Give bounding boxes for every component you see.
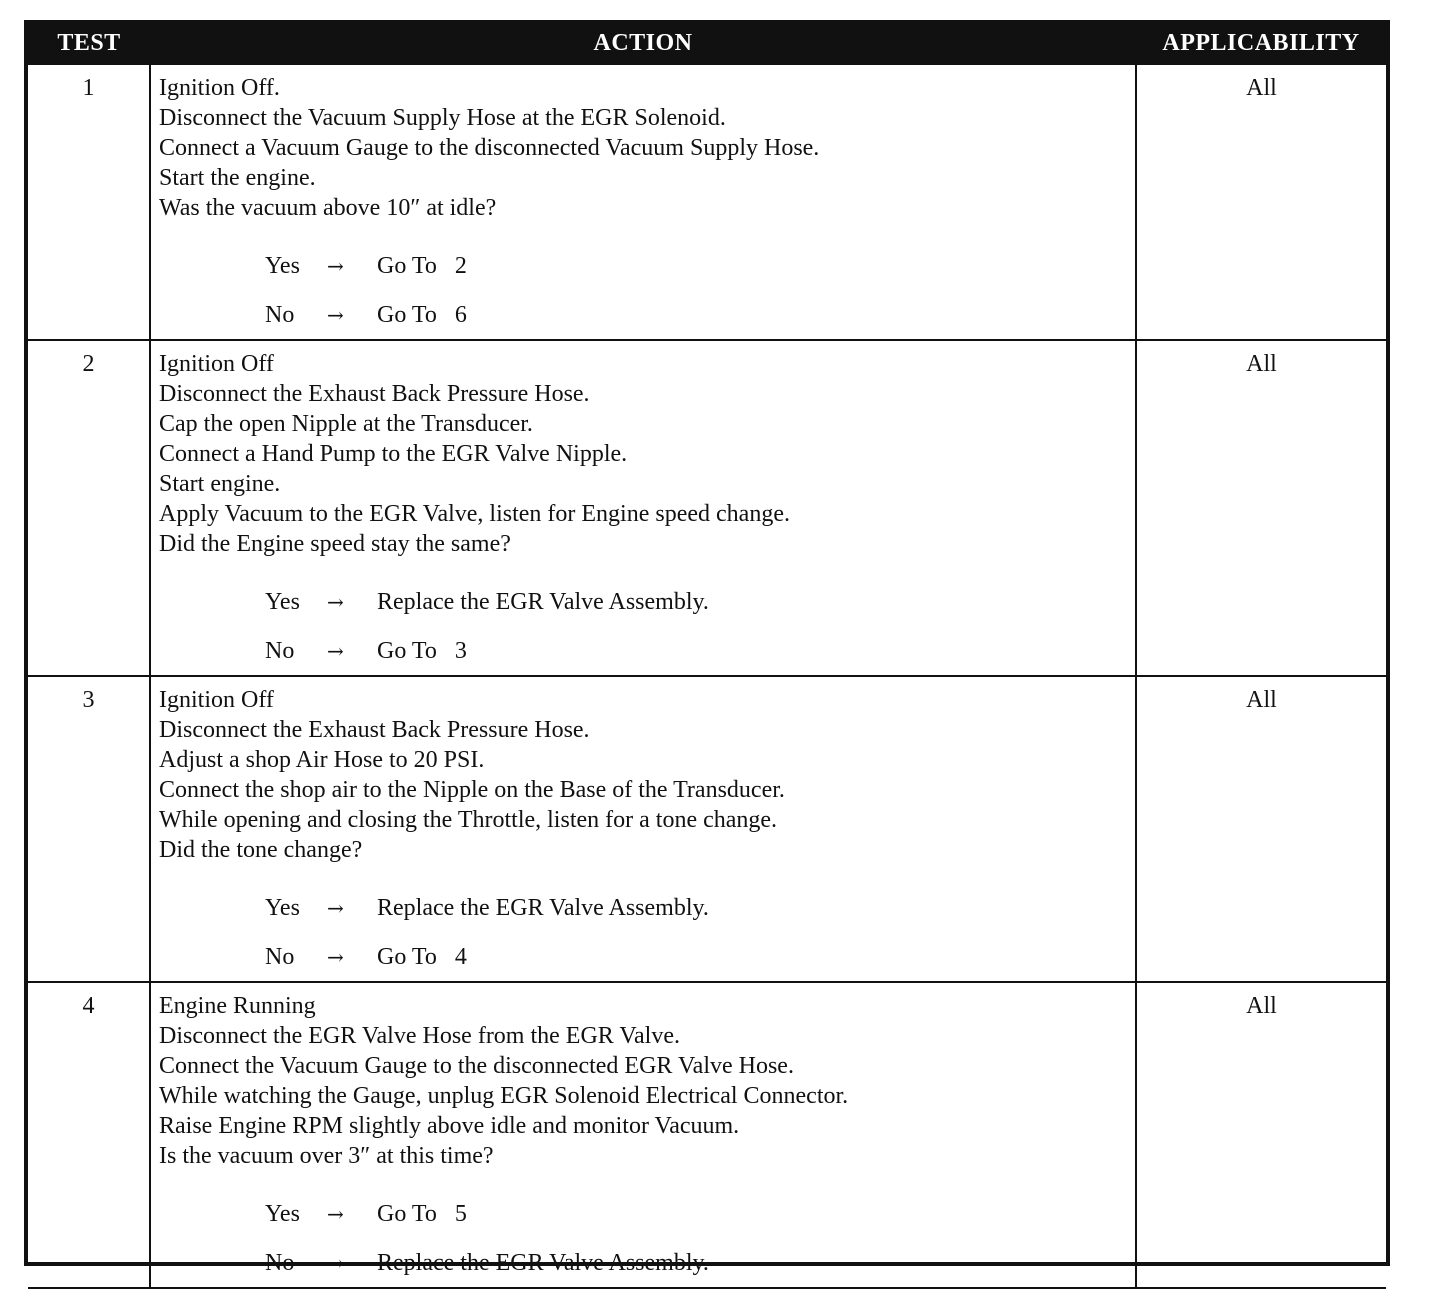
diagnostic-table-grid (28, 24, 1386, 1289)
yes-branch (159, 883, 1127, 932)
no-branch (159, 626, 1127, 675)
yes-label: Yes (265, 1200, 300, 1227)
header-applicability: APPLICABILITY (1136, 24, 1386, 64)
arrow-right-icon: → (327, 302, 344, 327)
table-row (28, 982, 1386, 1288)
action-step: Is the vacuum over 3″ at this time? (159, 1143, 494, 1169)
test-number: 4 (28, 982, 150, 1288)
action-step: Ignition Off (159, 687, 274, 713)
action-step: Ignition Off. (159, 75, 280, 101)
action-step: Connect the Vacuum Gauge to the disconnected EGR Valve Hose. (159, 1053, 794, 1079)
action-step: Did the tone change? (159, 837, 363, 863)
table-row (28, 676, 1386, 982)
no-result: Go To 3 (377, 637, 467, 664)
arrow-right-icon: → (327, 1201, 344, 1226)
diagnostic-table (24, 20, 1390, 1276)
action-cell (150, 64, 1136, 341)
no-branch (159, 932, 1127, 981)
arrow-right-icon: → (327, 638, 344, 663)
yes-result: Replace the EGR Valve Assembly. (377, 894, 709, 921)
yes-branch (159, 241, 1127, 290)
yes-label: Yes (265, 252, 300, 279)
branch-options (159, 241, 1127, 339)
header-row (28, 24, 1386, 64)
test-number: 3 (28, 676, 150, 982)
action-step: Connect a Vacuum Gauge to the disconnected Vacuum Supply Hose. (159, 135, 820, 161)
yes-result: Go To 5 (377, 1200, 467, 1227)
arrow-right-icon: → (327, 895, 344, 920)
yes-label: Yes (265, 588, 300, 615)
header-action: ACTION (150, 24, 1136, 64)
action-cell (150, 676, 1136, 982)
action-cell (150, 982, 1136, 1288)
action-step: Engine Running (159, 993, 316, 1019)
applicability-value: All (1136, 982, 1386, 1288)
action-step: Adjust a shop Air Hose to 20 PSI. (159, 747, 485, 773)
branch-options (159, 1189, 1127, 1287)
yes-result: Go To 2 (377, 252, 467, 279)
action-step: Start the engine. (159, 165, 316, 191)
action-step: Raise Engine RPM slightly above idle and monitor Vacuum. (159, 1113, 740, 1139)
table-row (28, 64, 1386, 341)
no-result: Replace the EGR Valve Assembly. (377, 1249, 709, 1276)
applicability-value: All (1136, 676, 1386, 982)
no-label: No (265, 301, 295, 328)
yes-label: Yes (265, 894, 300, 921)
no-result: Go To 4 (377, 943, 467, 970)
yes-branch (159, 577, 1127, 626)
table-row (28, 340, 1386, 676)
no-label: No (265, 1249, 295, 1276)
action-step: Did the Engine speed stay the same? (159, 531, 511, 557)
arrow-right-icon: → (327, 253, 344, 278)
action-step: Disconnect the Exhaust Back Pressure Hose. (159, 717, 590, 743)
branch-options (159, 883, 1127, 981)
applicability-value: All (1136, 340, 1386, 676)
arrow-right-icon: → (327, 944, 344, 969)
action-step: Cap the open Nipple at the Transducer. (159, 411, 533, 437)
action-step: Disconnect the Exhaust Back Pressure Hose. (159, 381, 590, 407)
yes-result: Replace the EGR Valve Assembly. (377, 588, 709, 615)
arrow-right-icon: → (327, 589, 344, 614)
action-step: Ignition Off (159, 351, 274, 377)
action-step: Disconnect the Vacuum Supply Hose at the EGR Solenoid. (159, 105, 726, 131)
action-step: Connect the shop air to the Nipple on the Base of the Transducer. (159, 777, 785, 803)
no-result: Go To 6 (377, 301, 467, 328)
action-cell (150, 340, 1136, 676)
branch-options (159, 577, 1127, 675)
yes-branch (159, 1189, 1127, 1238)
header-test: TEST (28, 24, 150, 64)
action-step: While opening and closing the Throttle, listen for a tone change. (159, 807, 778, 833)
no-branch (159, 290, 1127, 339)
action-step: Start engine. (159, 471, 281, 497)
arrow-right-icon: → (327, 1250, 344, 1275)
no-branch (159, 1238, 1127, 1287)
action-step: Apply Vacuum to the EGR Valve, listen for Engine speed change. (159, 501, 790, 527)
no-label: No (265, 943, 295, 970)
action-step: Was the vacuum above 10″ at idle? (159, 195, 497, 221)
test-number: 2 (28, 340, 150, 676)
applicability-value: All (1136, 64, 1386, 341)
action-step: While watching the Gauge, unplug EGR Solenoid Electrical Connector. (159, 1083, 849, 1109)
action-step: Disconnect the EGR Valve Hose from the EGR Valve. (159, 1023, 681, 1049)
action-step: Connect a Hand Pump to the EGR Valve Nipple. (159, 441, 628, 467)
test-number: 1 (28, 64, 150, 341)
no-label: No (265, 637, 295, 664)
